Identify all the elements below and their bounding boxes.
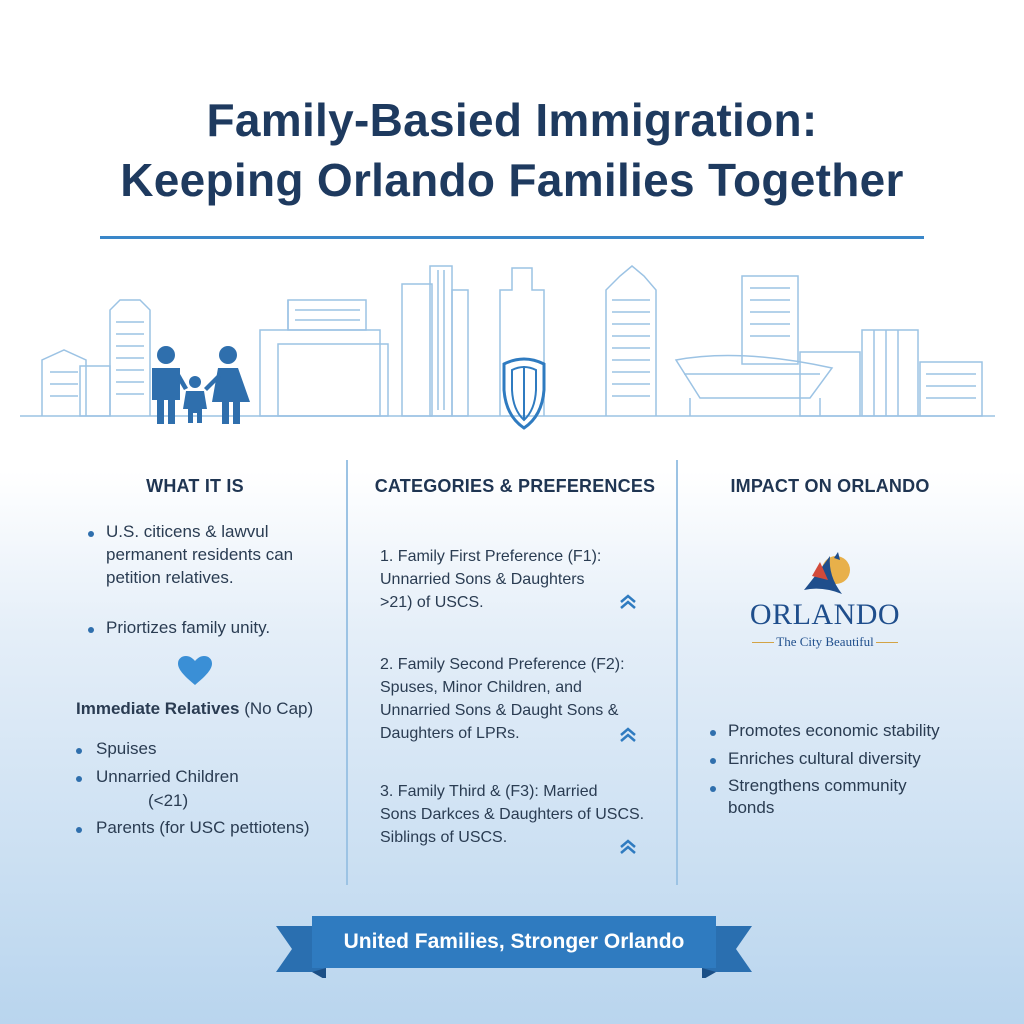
heading-categories: CATEGORIES & PREFERENCES [374, 476, 656, 496]
title-divider [100, 236, 924, 239]
bullet-dot [88, 531, 94, 537]
orlando-logo-icon [798, 550, 862, 602]
building-stepped [500, 268, 544, 416]
page-title-line-1: Family-Basied Immigration: [206, 94, 818, 146]
chevron-up-icon[interactable] [618, 725, 638, 745]
bullet-dot [76, 776, 82, 782]
column-divider-left [346, 460, 348, 885]
heart-icon [177, 655, 213, 687]
category-item-f1: 1. Family First Preference (F1): Unnarried Sons & Daughters >21) of USCS. [380, 548, 602, 611]
orlando-logo-tagline: The City Beautiful [776, 634, 874, 649]
heading-impact: IMPACT ON ORLANDO [730, 476, 930, 496]
building-round-top [606, 266, 656, 416]
what-it-is-bullet-1: U.S. citicens & lawvul permanent residents can petition relatives. [106, 522, 294, 587]
bullet-dot [76, 748, 82, 754]
relative-item: Spuises [96, 739, 157, 758]
building-right-block [862, 330, 918, 416]
banner-text: United Families, Stronger Orlando [343, 930, 685, 953]
relative-item: Unnarried Children [96, 767, 239, 786]
impact-bullet-2: Enriches cultural diversity [728, 749, 921, 768]
what-it-is-bullet-2: Priortizes family unity. [106, 618, 271, 637]
heading-what-it-is: WHAT IT IS [146, 476, 244, 496]
impact-bullet-1: Promotes economic stability [728, 721, 940, 740]
shield-icon [504, 359, 544, 428]
immediate-relatives-cap: (No Cap) [239, 699, 314, 718]
category-item-f3: 3. Family Third & (F3): Married Sons Darkces & Daughters of USCS. Siblings of USCS. [380, 783, 645, 846]
page-title-line-2: Keeping Orlando Families Together [120, 154, 904, 206]
immediate-relatives-heading [76, 697, 346, 720]
relative-item: Parents (for USC pettiotens) [96, 818, 310, 837]
column-divider-right [676, 460, 678, 885]
impact-bullet-3: Strengthens community bonds [728, 776, 907, 817]
family-icon [152, 346, 250, 424]
category-item-f2: 2. Family Second Preference (F2): Spuses, Minor Children, and Unnarried Sons & Daught Sons & Daughters of LPRs. [380, 656, 625, 742]
bullet-dot [710, 786, 716, 792]
building-right-tall [742, 276, 798, 364]
relative-note: (<21) [148, 791, 189, 810]
chevron-up-icon[interactable] [618, 592, 638, 612]
city-skyline-illustration [20, 260, 1004, 430]
bullet-dot [88, 627, 94, 633]
stadium [676, 356, 832, 399]
orlando-logo-word: ORLANDO [749, 598, 901, 631]
chevron-up-icon[interactable] [618, 837, 638, 857]
bullet-dot [710, 758, 716, 764]
building-tower-center [402, 284, 432, 416]
bullet-dot [76, 827, 82, 833]
bullet-dot [710, 730, 716, 736]
immediate-relatives-label: Immediate Relatives [76, 699, 240, 718]
logo-tagline-rule [876, 642, 898, 643]
